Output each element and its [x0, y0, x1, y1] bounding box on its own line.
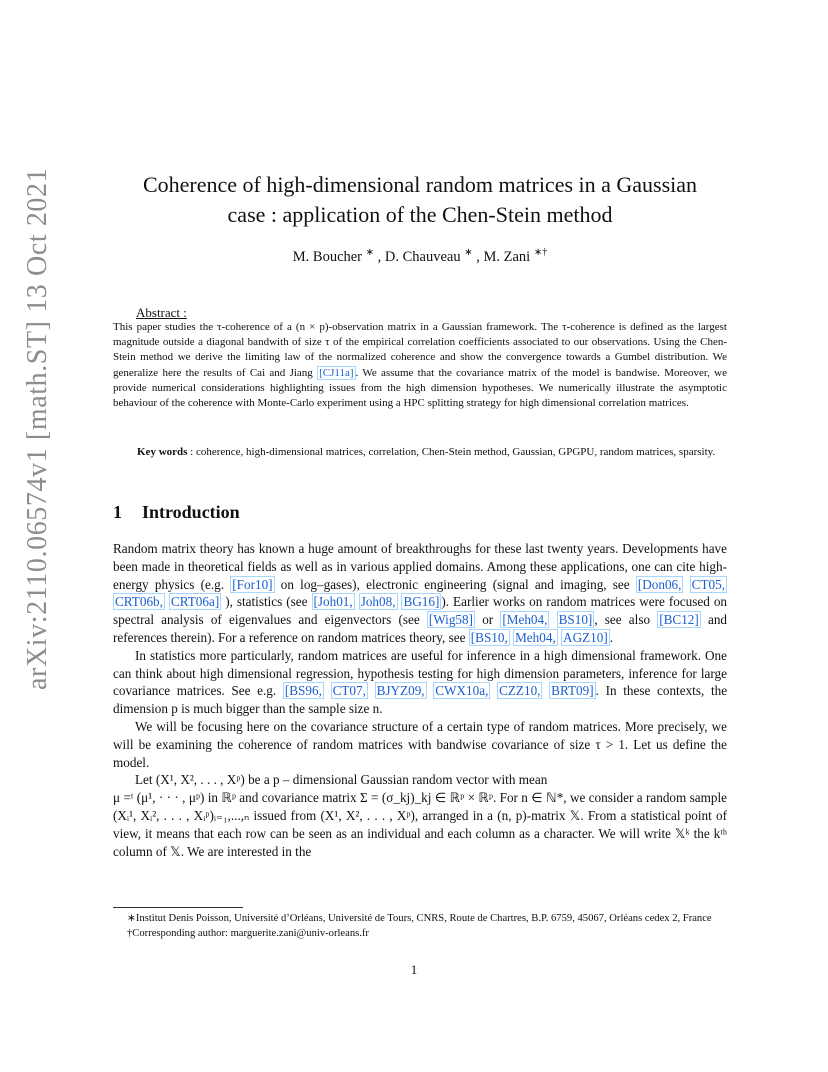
keywords-text: : coherence, high-dimensional matrices, correlation, Chen-Stein method, Gaussian, GPGPU, random matrices, sparsity. — [187, 446, 716, 458]
footnote-affiliation: ∗Institut Denis Poisson, Université d’Orléans, Université de Tours, CNRS, Route de Chartres, B.P. 6759, 45067, Orléans cedex 2, France — [127, 913, 712, 924]
title-line-2: case : application of the Chen-Stein method — [227, 202, 613, 227]
citation-link[interactable]: CWX10a, — [435, 683, 489, 699]
citation-link[interactable]: [Meh04, — [502, 612, 548, 628]
citation-link[interactable]: [Wig58] — [428, 612, 474, 628]
citation-link[interactable]: [For10] — [232, 576, 273, 592]
title-line-1: Coherence of high-dimensional random matrices in a Gaussian — [142, 172, 698, 197]
citation-link[interactable]: [CJ11a] — [319, 366, 354, 379]
abstract-text — [113, 320, 727, 411]
citation-link[interactable]: BS10] — [558, 612, 593, 628]
text-run: ). Earlier works on random matrices were focused on spectral analysis of eigenvalues and eigenvectors (see — [113, 594, 728, 628]
citation-link[interactable]: [BC12] — [659, 612, 699, 628]
text-run: . — [609, 629, 614, 645]
text-run: , see also — [594, 612, 658, 628]
citation-link[interactable]: CT07, — [332, 683, 366, 699]
section-number: 1 — [113, 502, 122, 522]
keywords — [113, 444, 727, 460]
text-run: and references therein). For a reference on random matrices theory, see — [113, 612, 728, 645]
citation-link[interactable]: AGZ10] — [563, 629, 608, 645]
abstract-heading: Abstract : — [136, 305, 187, 320]
paragraph: Let (X¹, X², . . . , Xᵖ) be a p – dimensional Gaussian random vector with mean — [135, 772, 548, 788]
footnote-divider — [113, 907, 243, 908]
citation-link[interactable]: CRT06b, — [115, 594, 163, 610]
citation-link[interactable]: [Joh01, — [313, 594, 353, 610]
section-heading — [113, 502, 240, 523]
text-run: ), statistics (see — [221, 594, 312, 610]
author-2: , D. Chauveau — [377, 248, 461, 265]
author-3-affiliation-mark: ∗† — [533, 247, 548, 258]
text-run: . In these contexts, the dimension p is much bigger than the sample size n. — [113, 683, 728, 717]
citation-link[interactable]: [BS96, — [284, 683, 322, 699]
section-title: Introduction — [142, 502, 240, 522]
footnote-corresponding-author: †Corresponding author: marguerite.zani@univ-orleans.fr — [127, 927, 369, 939]
citation-link[interactable]: Joh08, — [360, 594, 396, 610]
text-run: on log–gases), electronic engineering (signal and imaging, see — [274, 576, 636, 592]
citation-link[interactable]: [Don06, — [637, 576, 682, 592]
author-1: M. Boucher — [292, 248, 363, 265]
text-run: or — [475, 612, 501, 628]
paragraph — [113, 647, 727, 718]
author-1-affiliation-mark: ∗ — [365, 247, 375, 258]
paper-title — [100, 170, 740, 230]
citation-link[interactable]: CZZ10, — [499, 683, 541, 699]
text-run: Random matrix theory has known a huge amount of breakthroughs for these last twenty years. Developments have been made in theoretical fields as well as in various applied domains. Among these applications, one can cite high-energy physics (e.g. — [113, 541, 727, 592]
arxiv-identifier: arXiv:2110.06574v1 [math.ST] 13 Oct 2021 — [22, 167, 53, 690]
keywords-label: Key words — [137, 446, 188, 458]
citation-link[interactable]: Meh04, — [515, 629, 556, 645]
citation-link[interactable]: BG16] — [403, 594, 440, 610]
author-list — [100, 247, 740, 266]
author-3: , M. Zani — [476, 248, 531, 265]
paragraph: We will be focusing here on the covariance structure of a certain type of random matrices. More precisely, we will be examining the coherence of random matrices with bandwise covariance of size τ > 1. Let us define the model. — [113, 718, 727, 770]
citation-link[interactable]: CT05, — [691, 576, 726, 592]
abstract-text-part: This paper studies the τ-coherence of a (n × p)-observation matrix in a Gaussian framework. The τ-coherence is defined as the largest magnitude outside a diagonal bandwith of size τ of the empirical correlation coefficients associated to our observations. Using the Chen-Stein method we derive the limiting law of the normalized coherence and show the convergence towards a Gumbel distribution. We generalize here the results of Cai and Jiang — [113, 321, 727, 379]
citation-link[interactable]: [BS10, — [470, 629, 508, 645]
text-run: In statistics more particularly, random matrices are useful for inference in a high dimensional framework. One can think about high dimensional regression, hypothesis testing for high dimension parameters, inference for large covariance matrices. See e.g. — [113, 647, 727, 699]
citation-link[interactable]: BJYZ09, — [376, 683, 425, 699]
introduction-body — [113, 540, 727, 860]
citation-link[interactable]: BRT09] — [551, 683, 594, 699]
citation-link[interactable]: CRT06a] — [170, 594, 220, 610]
page-number: 1 — [410, 962, 418, 977]
abstract-text-part: . We assume that the covariance matrix of the model is bandwise. Moreover, we provide numerical considerations highlighting issues from the high dimension hypotheses. We numerically illustrate the asymptotic behaviour of the coherence with Monte-Carlo experiment using a HPC splitting strategy for high dimensional correlation matrices. — [113, 366, 727, 410]
paragraph: μ =ᵗ (μ¹, · · · , μᵖ) in ℝᵖ and covariance matrix Σ = (σ_kj)_kj ∈ ℝᵖ × ℝᵖ. For n ∈ ℕ*, we consider a random sample (Xᵢ¹, Xᵢ², . . . , Xᵢᵖ)ᵢ₌₁,...,ₙ issued from (X¹, X², . . . , Xᵖ), arranged in a (n, p)-matrix 𝕏. From a statistical point of view, it means that each row can be seen as an individual and each column as a character. We will write 𝕏ᵏ the kᵗʰ column of 𝕏. We are interested in the — [113, 790, 727, 859]
footnotes — [113, 912, 727, 941]
paragraph — [113, 540, 727, 647]
author-2-affiliation-mark: ∗ — [464, 247, 473, 258]
